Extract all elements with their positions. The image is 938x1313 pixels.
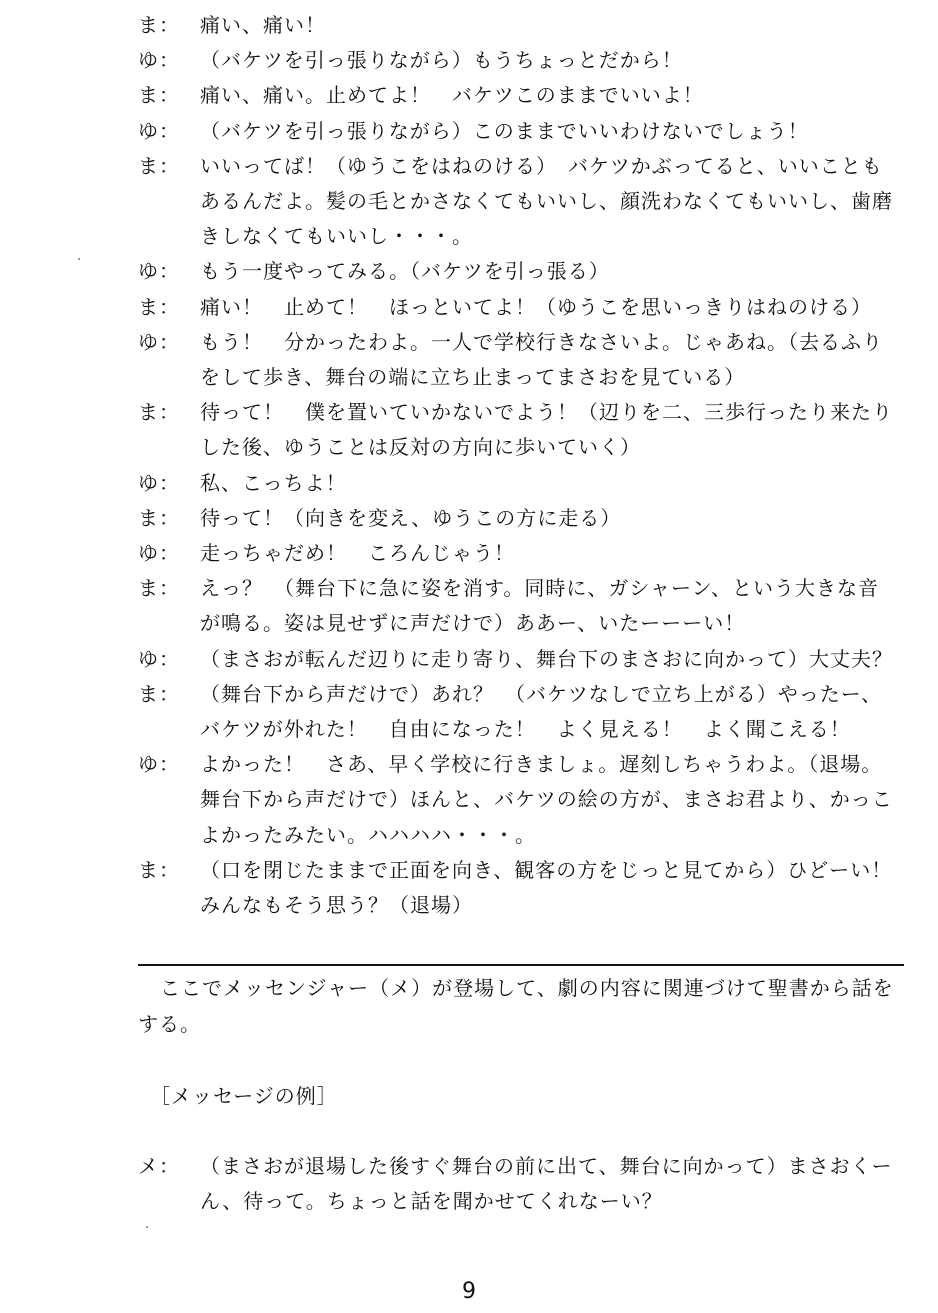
- script-dialogue: [138, 8, 913, 923]
- dialogue-line: [138, 325, 913, 395]
- narration-line: ここでメッセンジャー（メ）が登場して、劇の内容に関連づけて聖書から話を: [160, 976, 894, 1000]
- speech-line: いいってば！（ゆうこをはねのける） バケツかぶってると、いいことも: [200, 153, 883, 178]
- speaker-label: ゆ：: [138, 470, 180, 495]
- speaker-label: ま：: [138, 153, 180, 178]
- speech-line: もう一度やってみる。（バケツを引っ張る）: [200, 259, 610, 284]
- speech-text: [200, 501, 913, 536]
- speech-line: みんなもそう思う？（退場）: [200, 893, 473, 918]
- speech-text: [200, 1149, 913, 1219]
- speech-text: [200, 677, 913, 747]
- speaker-label: ま：: [138, 576, 180, 601]
- speech-line: 走っちゃだめ！ ころんじゃう！: [200, 541, 515, 566]
- dialogue-line: [138, 1149, 913, 1219]
- speech-line: 待って！ 僕を置いていかないでよう！（辺りを二、三歩行ったり来たり: [200, 400, 893, 425]
- speech-text: [200, 536, 913, 571]
- speech-line: よかった！ さあ、早く学校に行きましょ。遅刻しちゃうわよ。（退場。: [200, 752, 883, 777]
- speaker-label: ま：: [138, 13, 180, 37]
- speaker-label: ゆ：: [138, 48, 180, 73]
- dialogue-line: [138, 254, 913, 289]
- speech-line: よかったみたい。ハハハハ・・・。: [200, 822, 536, 847]
- speech-text: [200, 466, 913, 501]
- speech-line: が鳴る。姿は見せずに声だけで）ああー、いたーーーい！: [200, 611, 746, 636]
- speech-text: [200, 114, 913, 149]
- dialogue-line: [138, 501, 913, 536]
- speech-text: [200, 290, 913, 325]
- speaker-label: ま：: [138, 400, 180, 425]
- speech-line: （口を閉じたままで正面を向き、観客の方をじっと見てから）ひどーい！: [200, 857, 893, 882]
- speaker-label: メ：: [138, 1154, 180, 1178]
- speaker-label: ゆ：: [138, 541, 180, 566]
- speech-line: （舞台下から声だけで）あれ？ （バケツなしで立ち上がる）やったー、: [200, 681, 882, 706]
- speech-text: [200, 8, 913, 43]
- speech-line: 痛い、痛い！: [200, 13, 326, 37]
- speaker-label: ま：: [138, 857, 180, 882]
- speech-text: [200, 571, 913, 641]
- dialogue-line: [138, 747, 913, 853]
- speech-line: もう！ 分かったわよ。一人で学校行きなさいよ。じゃあね。（去るふり: [200, 329, 883, 354]
- page-number: 9: [462, 1279, 476, 1304]
- message-block: [138, 1149, 913, 1219]
- speech-text: [200, 747, 913, 853]
- speech-line: 痛い、痛い。止めてよ！ バケツこのままでいいよ！: [200, 83, 704, 108]
- speech-line: バケツが外れた！ 自由になった！ よく見える！ よく聞こえる！: [200, 717, 851, 742]
- speaker-label: ゆ：: [138, 329, 180, 354]
- dialogue-line: [138, 43, 913, 78]
- speech-text: [200, 853, 913, 923]
- dialogue-line: [138, 149, 913, 255]
- speech-line: 待って！（向きを変え、ゆうこの方に走る）: [200, 505, 622, 530]
- speaker-label: ゆ：: [138, 646, 180, 671]
- speech-text: [200, 254, 913, 289]
- speech-line: した後、ゆうことは反対の方向に歩いていく）: [200, 435, 641, 460]
- narration-paragraph: [138, 970, 913, 1042]
- speech-line: えっ？ （舞台下に急に姿を消す。同時に、ガシャーン、という大きな音: [200, 576, 879, 601]
- dialogue-line: [138, 78, 913, 113]
- speech-line: をして歩き、舞台の端に立ち止まってまさおを見ている）: [200, 365, 746, 390]
- dialogue-line: [138, 536, 913, 571]
- speaker-label: ま：: [138, 681, 180, 706]
- speech-line: 私、こっちよ！: [200, 470, 347, 495]
- speech-text: [200, 325, 913, 395]
- speaker-label: ま：: [138, 505, 180, 530]
- dialogue-line: [138, 466, 913, 501]
- speaker-label: ま：: [138, 294, 180, 319]
- scan-speck: [78, 258, 80, 260]
- speech-line: （まさおが退場した後すぐ舞台の前に出て、舞台に向かって）まさおくー: [200, 1154, 893, 1178]
- narration-line: する。: [138, 1012, 201, 1036]
- speaker-label: ゆ：: [138, 259, 180, 284]
- speech-line: あるんだよ。髪の毛とかさなくてもいいし、顔洗わなくてもいいし、歯磨: [200, 189, 893, 214]
- speech-text: [200, 395, 913, 465]
- speech-line: 痛い！ 止めて！ ほっといてよ！（ゆうこを思いっきりはねのける）: [200, 294, 872, 319]
- dialogue-line: [138, 853, 913, 923]
- message-example-heading: ［メッセージの例］: [150, 1084, 338, 1108]
- speech-line: 舞台下から声だけで）ほんと、バケツの絵の方が、まさお君より、かっこ: [200, 787, 893, 812]
- speech-line: きしなくてもいいし・・・。: [200, 224, 473, 249]
- dialogue-line: [138, 8, 913, 43]
- dialogue-line: [138, 571, 913, 641]
- speech-text: [200, 642, 913, 677]
- dialogue-line: [138, 290, 913, 325]
- speech-text: [200, 149, 913, 255]
- speech-text: [200, 43, 913, 78]
- dialogue-line: [138, 642, 913, 677]
- speaker-label: ゆ：: [138, 752, 180, 777]
- speech-line: （バケツを引っ張りながら）もうちょっとだから！: [200, 48, 683, 73]
- scan-speck: [146, 1226, 148, 1228]
- speech-text: [200, 78, 913, 113]
- speech-line: （まさおが転んだ辺りに走り寄り、舞台下のまさおに向かって）大丈夫？: [200, 646, 893, 671]
- dialogue-line: [138, 114, 913, 149]
- dialogue-line: [138, 395, 913, 465]
- dialogue-line: [138, 677, 913, 747]
- section-divider: [138, 964, 904, 966]
- speaker-label: ゆ：: [138, 118, 180, 143]
- speech-line: （バケツを引っ張りながら）このままでいいわけないでしょう！: [200, 118, 809, 143]
- speaker-label: ま：: [138, 83, 180, 108]
- speech-line: ん、待って。ちょっと話を聞かせてくれなーい？: [200, 1189, 663, 1214]
